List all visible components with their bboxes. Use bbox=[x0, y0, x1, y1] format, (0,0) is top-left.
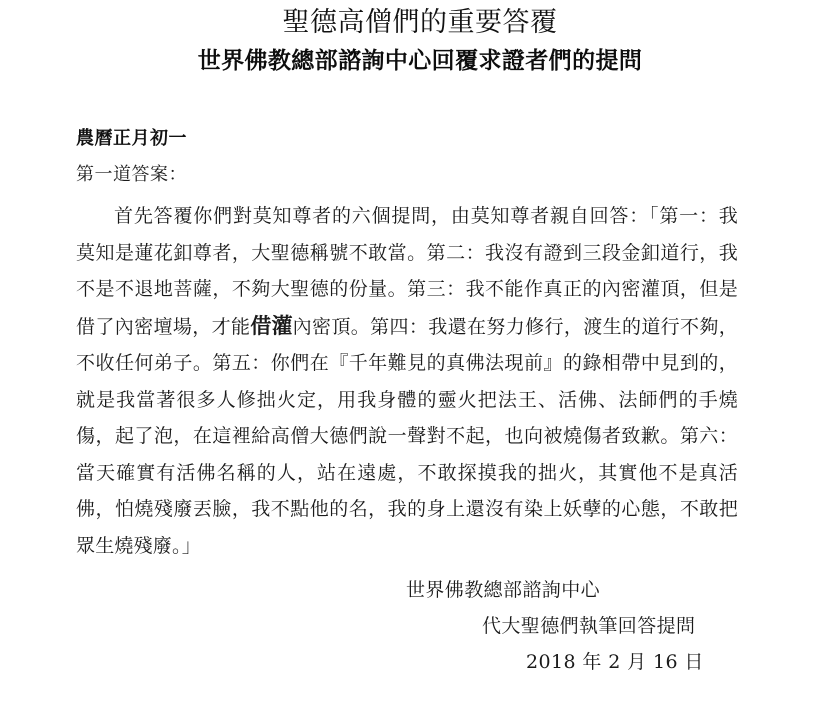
signature-author-note: 代大聖德們執筆回答提問 bbox=[482, 615, 696, 637]
page-title: 聖德高僧們的重要答覆 bbox=[282, 7, 558, 38]
signature-organization: 世界佛教總部諮詢中心 bbox=[406, 579, 601, 601]
paragraph-text-part-1: 首先答覆你們對莫知尊者的六個提問，由莫知尊者親自回答：「第一：我莫知是蓮花釦尊者，大聖德稱號不敢當。第二：我沒有證到三段金釦道行，我不是不退地菩薩，不夠大聖德的份量。第三：我不能作真正的內密灌頂，但是借了內密壇場，才能 bbox=[76, 205, 738, 338]
document-body bbox=[76, 124, 738, 564]
document-page bbox=[0, 6, 840, 725]
lunar-date-heading: 農曆正月初一 bbox=[76, 128, 187, 149]
page-subtitle: 世界佛教總部諮詢中心回覆求證者們的提問 bbox=[197, 47, 643, 74]
answer-paragraph bbox=[76, 198, 738, 564]
signature-date: 2018 年 2 月 16 日 bbox=[526, 651, 704, 673]
emphasized-term: 借灌 bbox=[250, 312, 293, 338]
signature-block bbox=[76, 572, 738, 680]
answer-section-label: 第一道答案： bbox=[76, 164, 187, 185]
paragraph-text-part-2: 內密頂。第四：我還在努力修行，渡生的道行不夠，不收任何弟子。第五：你們在『千年難見的真佛法現前』的錄相帶中見到的，就是我當著很多人修拙火定，用我身體的靈火把法王、活佛、法師們的手燒傷，起了泡，在這裡給高僧大德們說一聲對不起，也向被燒傷者致歉。第六：當天確實有活佛名稱的人，站在遠處，不敢探摸我的拙火，其實他不是真活佛，怕燒殘廢丟臉，我不點他的名，我的身上還沒有染上妖孽的心態，不敢把眾生燒殘廢。」 bbox=[76, 315, 738, 557]
